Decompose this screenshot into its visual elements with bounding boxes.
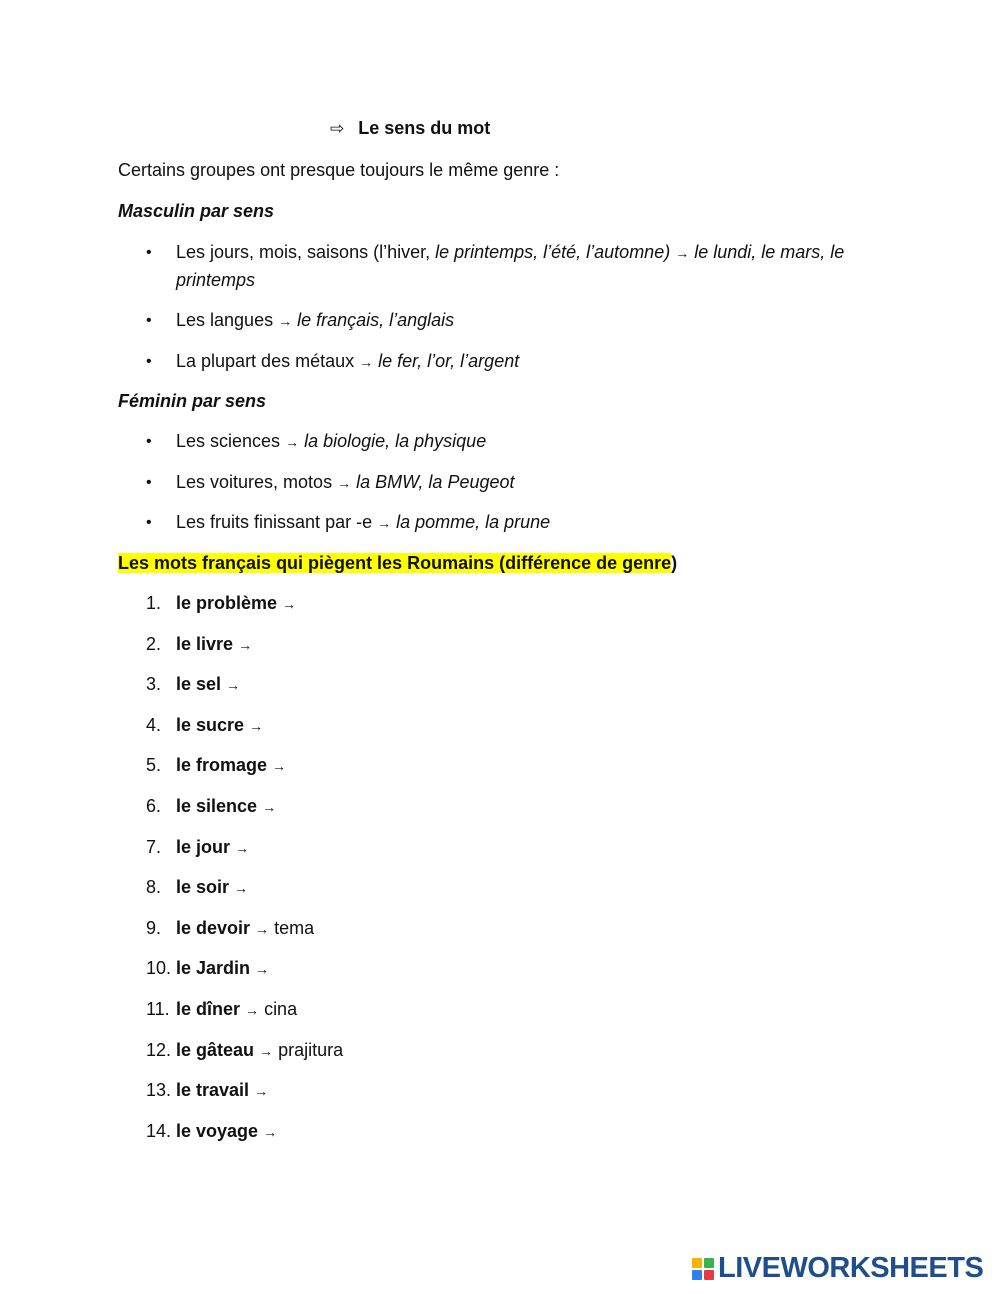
- bullet-icon: •: [146, 474, 152, 491]
- word-item: [146, 915, 314, 943]
- arrow-icon: →: [337, 475, 352, 491]
- item-number: 12.: [146, 1040, 172, 1060]
- item-plain: Les voitures, motos: [176, 472, 338, 492]
- section-heading: [330, 118, 490, 139]
- item-number: 10.: [146, 958, 172, 978]
- item-number: 11.: [146, 999, 170, 1019]
- item-number: 2.: [146, 634, 162, 654]
- arrow-icon: →: [259, 1043, 274, 1059]
- title-end: ): [671, 553, 678, 573]
- item-plain: Les langues: [176, 310, 279, 330]
- word-item: [146, 712, 263, 740]
- translation: tema: [274, 918, 315, 938]
- arrow-icon: →: [278, 313, 293, 329]
- arrow-icon: →: [249, 718, 264, 734]
- arrow-icon: →: [255, 921, 270, 937]
- arrow-icon: →: [235, 840, 250, 856]
- french-word: le sel: [176, 674, 222, 694]
- french-word: le devoir: [176, 918, 251, 938]
- word-item: [146, 874, 248, 902]
- item-italic: la pomme, la prune: [396, 512, 551, 532]
- french-word: le voyage: [176, 1121, 259, 1141]
- word-item: [146, 752, 286, 780]
- arrow-right-icon: ⇨: [330, 118, 345, 138]
- item-number: 6.: [146, 796, 162, 816]
- arrow-icon: →: [263, 1124, 278, 1140]
- item-number: 5.: [146, 755, 162, 775]
- arrow-icon: →: [254, 1083, 269, 1099]
- trap-words-title: [118, 550, 677, 577]
- french-word: le silence: [176, 796, 258, 816]
- french-word: le sucre: [176, 715, 245, 735]
- arrow-icon: →: [377, 515, 392, 531]
- word-item: [146, 996, 297, 1024]
- logo-square: [704, 1270, 714, 1280]
- french-word: le problème: [176, 593, 278, 613]
- french-word: le fromage: [176, 755, 268, 775]
- word-item: [146, 955, 269, 983]
- french-word: le gâteau: [176, 1040, 255, 1060]
- logo-square: [704, 1258, 714, 1268]
- bullet-icon: •: [146, 514, 152, 531]
- item-number: 13.: [146, 1080, 172, 1100]
- item-number: 4.: [146, 715, 162, 735]
- arrow-icon: →: [285, 434, 300, 450]
- item-number: 14.: [146, 1121, 172, 1141]
- highlighted-title: Les mots français qui piègent les Roumains (différence de genre: [118, 553, 672, 573]
- arrow-icon: →: [238, 637, 253, 653]
- item-plain: Les fruits finissant par -e: [176, 512, 378, 532]
- word-item: [146, 631, 252, 659]
- arrow-icon: →: [282, 596, 297, 612]
- logo-square: [692, 1258, 702, 1268]
- arrow-icon: →: [675, 245, 690, 261]
- french-word: le livre: [176, 634, 234, 654]
- word-item: [146, 834, 249, 862]
- arrow-icon: →: [272, 758, 287, 774]
- french-word: le jour: [176, 837, 231, 857]
- arrow-icon: →: [234, 880, 249, 896]
- item-number: 1.: [146, 593, 162, 613]
- heading-title: Le sens du mot: [358, 118, 491, 138]
- item-italic: la BMW, la Peugeot: [356, 472, 515, 492]
- item-number: 9.: [146, 918, 162, 938]
- bullet-icon: •: [146, 244, 152, 261]
- french-word: le travail: [176, 1080, 250, 1100]
- item-plain: La plupart des métaux: [176, 351, 360, 371]
- translation: prajitura: [278, 1040, 344, 1060]
- logo-square: [692, 1270, 702, 1280]
- logo-squares-icon: [692, 1258, 714, 1280]
- item-plain: Les sciences: [176, 431, 286, 451]
- item-number: 7.: [146, 837, 162, 857]
- liveworksheets-logo: [692, 1252, 983, 1285]
- arrow-icon: →: [245, 1002, 260, 1018]
- bullet-icon: •: [146, 353, 152, 370]
- arrow-icon: →: [226, 677, 241, 693]
- word-item: [146, 590, 296, 618]
- item-number: 3.: [146, 674, 162, 694]
- word-item: [146, 671, 240, 699]
- french-word: le soir: [176, 877, 230, 897]
- item-italic-2: le lundi, le mars, le printemps: [176, 242, 845, 290]
- french-word: le dîner: [176, 999, 241, 1019]
- logo-text: LIVEWORKSHEETS: [718, 1252, 984, 1284]
- item-italic: le fer, l’or, l’argent: [378, 351, 520, 371]
- intro-text: Certains groupes ont presque toujours le même genre :: [118, 160, 560, 180]
- french-word: le Jardin: [176, 958, 251, 978]
- item-italic: la biologie, la physique: [304, 431, 487, 451]
- item-number: 8.: [146, 877, 162, 897]
- arrow-icon: →: [359, 354, 374, 370]
- word-item: [146, 793, 276, 821]
- word-item: [146, 1037, 343, 1065]
- item-plain: Les jours, mois, saisons (l’hiver,: [176, 242, 436, 262]
- bullet-icon: •: [146, 312, 152, 329]
- feminin-title: Féminin par sens: [118, 391, 267, 411]
- item-italic: le français, l’anglais: [297, 310, 455, 330]
- item-italic: le printemps, l’été, l’automne): [435, 242, 671, 262]
- arrow-icon: →: [262, 799, 277, 815]
- masculin-title: Masculin par sens: [118, 201, 275, 221]
- arrow-icon: →: [255, 961, 270, 977]
- translation: cina: [264, 999, 298, 1019]
- word-item: [146, 1118, 277, 1146]
- word-item: [146, 1077, 268, 1105]
- bullet-icon: •: [146, 433, 152, 450]
